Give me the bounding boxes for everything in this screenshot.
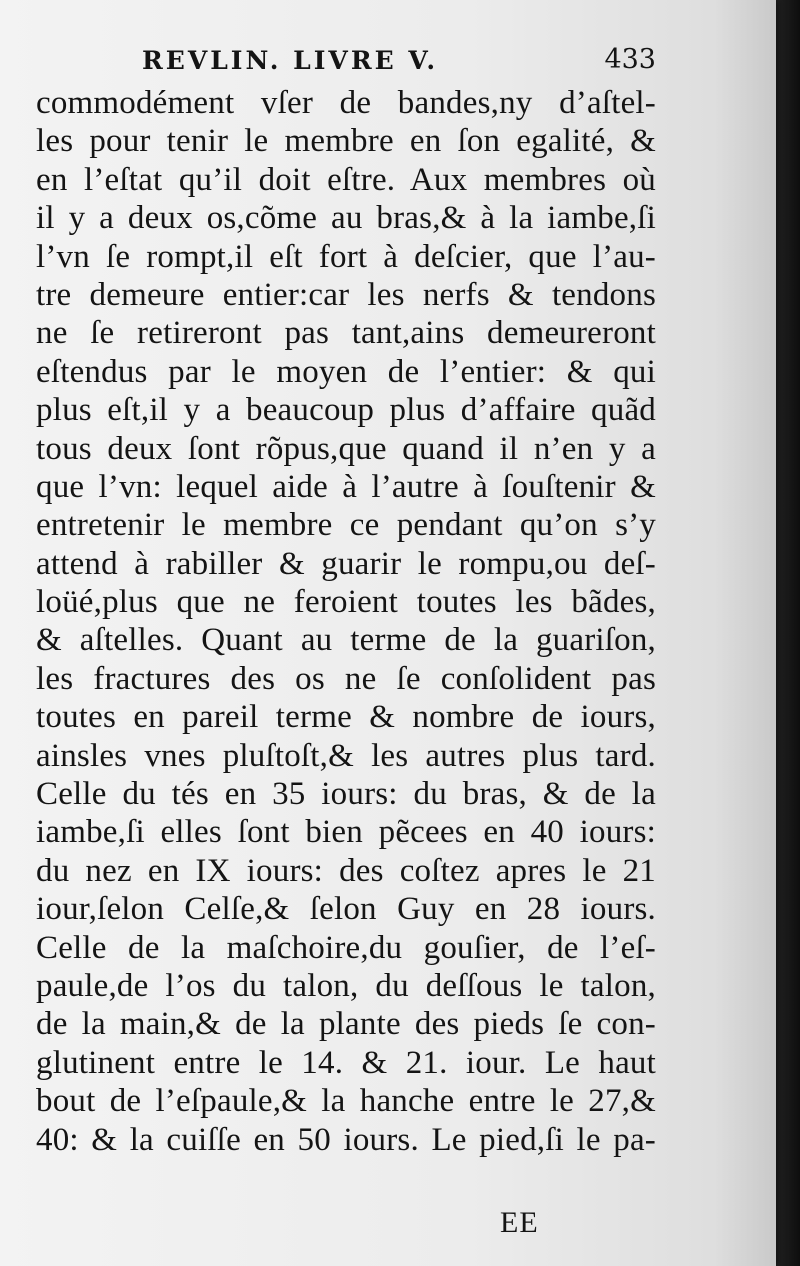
running-title: REVLIN. LIVRE V. xyxy=(142,46,439,75)
text-line: iour,ſelon Celſe,& ſelon Guy en 28 iours. xyxy=(36,891,656,928)
text-line: les fractures des os ne ſe conſolident pas xyxy=(36,660,656,697)
signature-mark: EE xyxy=(500,1206,539,1239)
text-line: Celle de la maſchoire,du gouſier, de l’eſ- xyxy=(36,929,656,966)
text-line: de la main,& de la plante des pieds ſe con- xyxy=(36,1006,656,1043)
text-line: paule,de l’os du talon, du deſſous le talon, xyxy=(36,967,656,1004)
text-line: ne ſe retireront pas tant,ains demeureront xyxy=(36,315,656,352)
text-line: les pour tenir le membre en ſon egalité, & xyxy=(36,123,656,160)
text-line: ainsles vnes pluſtoſt,& les autres plus tard. xyxy=(36,737,656,774)
text-line: eſtendus par le moyen de l’entier: & qui xyxy=(36,353,656,390)
text-line: entretenir le membre ce pendant qu’on s’y xyxy=(36,507,656,544)
text-line: tre demeure entier:car les nerfs & tendons xyxy=(36,276,656,313)
text-line: que l’vn: lequel aide à l’autre à ſouſtenir & xyxy=(36,468,656,505)
text-line: & aſtelles. Quant au terme de la guariſon, xyxy=(36,622,656,659)
text-line: en l’eſtat qu’il doit eſtre. Aux membres où xyxy=(36,161,656,198)
text-line: tous deux ſont rõpus,que quand il n’en y a xyxy=(36,430,656,467)
text-line: attend à rabiller & guarir le rompu,ou deſ- xyxy=(36,545,656,582)
text-line: l’vn ſe rompt,il eſt fort à deſcier, que l’au- xyxy=(36,238,656,275)
text-line: toutes en pareil terme & nombre de iours, xyxy=(36,699,656,736)
text-line: commodément vſer de bandes,ny d’aſtel- xyxy=(36,85,656,121)
page-number: 433 xyxy=(604,44,656,75)
text-line: iambe,ſi elles ſont bien pẽcees en 40 iours: xyxy=(36,814,656,851)
text-line: du nez en IX iours: des coſtez apres le 21 xyxy=(36,852,656,889)
text-line: glutinent entre le 14. & 21. iour. Le haut xyxy=(36,1044,656,1081)
text-line: il y a deux os,cõme au bras,& à la iambe,ſi xyxy=(36,200,656,237)
text-line: bout de l’eſpaule,& la hanche entre le 27,& xyxy=(36,1083,656,1120)
text-line: loüé,plus que ne feroient toutes les bãdes, xyxy=(36,584,656,621)
body-text xyxy=(36,84,656,1159)
text-line: Celle du tés en 35 iours: du bras, & de la xyxy=(36,776,656,813)
text-line: 40: & la cuiſſe en 50 iours. Le pied,ſi le pa- xyxy=(36,1121,656,1158)
page-header xyxy=(36,40,656,84)
text-line: plus eſt,il y a beaucoup plus d’affaire quãd xyxy=(36,392,656,429)
